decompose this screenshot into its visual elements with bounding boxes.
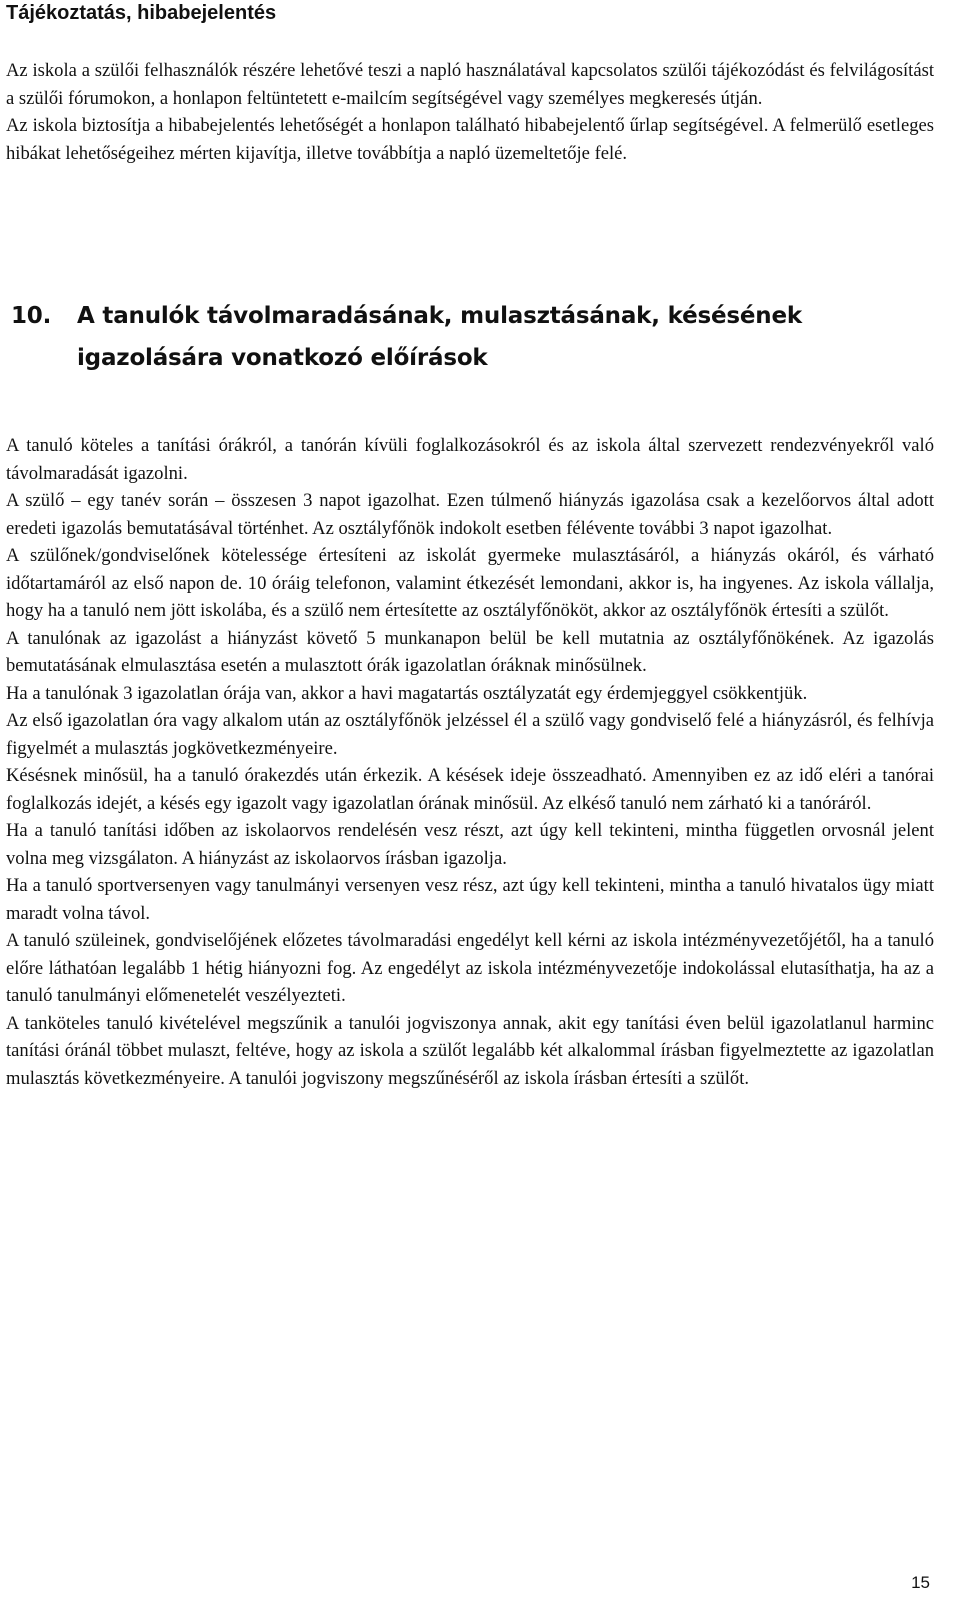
rule-paragraph: A tanköteles tanuló kivételével megszűnik a tanulói jogviszonya annak, akit egy tanítási éven belül igazolatlanul harminc tanítási óránál többet mulaszt, feltéve, hogy az iskola a szülőt legalább két alkalommal írásban figyelmeztette az igazolatlan mulasztás következményeire. A tanulói jogviszony megszűnéséről az iskola írásban értesíti a szülőt. [6,1012,934,1089]
intro-paragraph: Az iskola a szülői felhasználók részére lehetővé teszi a napló használatával kapcsolatos szülői tájékozódást és felvilágosítást a szülői fórumokon, a honlapon feltüntetett e-mailcím segítségével vagy személyes megkeresés útján. [6,60,934,109]
section-title: A tanulók távolmaradásának, mulasztásának, késésének igazolására vonatkozó előírások [77,303,802,371]
rule-paragraph: Az első igazolatlan óra vagy alkalom után az osztályfőnök jelzéssel él a szülő vagy gondviselő felé a hiányzásról, és felhívja figyelmét a mulasztás jogkövetkezményeire. [6,710,934,759]
rule-paragraph: A tanuló köteles a tanítási órákról, a tanórán kívüli foglalkozásokról és az iskola által szervezett rendezvényekről való távolmaradását igazolni. [6,435,934,484]
rule-paragraph: Késésnek minősül, ha a tanuló órakezdés után érkezik. A késések ideje összeadható. Amennyiben ez az idő eléri a tanórai foglalkozás idejét, a késés egy igazolt vagy igazolatlan órának minősül. Az elkéső tanuló nem zárható ki a tanóráról. [6,765,934,814]
rule-paragraph: A tanuló szüleinek, gondviselőjének előzetes távolmaradási engedélyt kell kérni az iskola intézményvezetőjétől, ha a tanuló előre láthatóan legalább 1 hétig hiányozni fog. Az engedélyt az iskola intézményvezetője indokolással elutasíthatja, ha az a tanuló tanulmányi előmenetelét veszélyezteti. [6,930,934,1006]
page-number: 15 [911,1573,930,1592]
rules-text-block [6,432,934,1092]
rule-paragraph: A szülőnek/gondviselőnek kötelessége értesíteni az iskolát gyermeke mulasztásáról, a hiányzás okáról, és várható időtartamáról az első napon de. 10 óráig telefonon, valamint étkezését lemondani, akkor is, ha ingyenes. Az iskola vállalja, hogy ha a tanuló nem jött iskolába, és a szülő nem értesítette az osztályfőnököt, akkor az osztályfőnök értesíti a szülőt. [6,545,934,621]
section-number: 10. [11,303,52,329]
rule-paragraph: A szülő – egy tanév során – összesen 3 napot igazolhat. Ezen túlmenő hiányzás igazolása csak a kezelőorvos által adott eredeti igazolás bemutatásával történhet. Az osztályfőnök indokolt esetben félévente további 3 napot igazolhat. [6,490,934,539]
intro-paragraph: Az iskola biztosítja a hibabejelentés lehetőségét a honlapon található hibabejelentő űrlap segítségével. A felmerülő esetleges hibákat lehetőségeihez mérten kijavítja, illetve továbbítja a napló üzemeltetője felé. [6,115,934,164]
rule-paragraph: Ha a tanuló sportversenyen vagy tanulmányi versenyen vesz rész, azt úgy kell tekinteni, mintha a tanuló hivatalos ügy miatt maradt volna távol. [6,875,934,924]
rule-paragraph: A tanulónak az igazolást a hiányzást követő 5 munkanapon belül be kell mutatnia az osztályfőnökének. Az igazolás bemutatásának elmulasztása esetén a mulasztott órák igazolatlan óráknak minősülnek. [6,627,934,676]
rule-paragraph: Ha a tanulónak 3 igazolatlan órája van, akkor a havi magatartás osztályzatát egy érdemjeggyel csökkentjük. [6,682,808,704]
rule-paragraph: Ha a tanuló tanítási időben az iskolaorvos rendelésén vesz részt, azt úgy kell tekinteni, mintha független orvosnál jelent volna meg vizsgálaton. A hiányzást az iskolaorvos írásban igazolja. [6,820,934,869]
subsection-heading: Tájékoztatás, hibabejelentés [6,2,277,24]
intro-text-block [6,57,934,167]
section-heading [11,295,917,379]
